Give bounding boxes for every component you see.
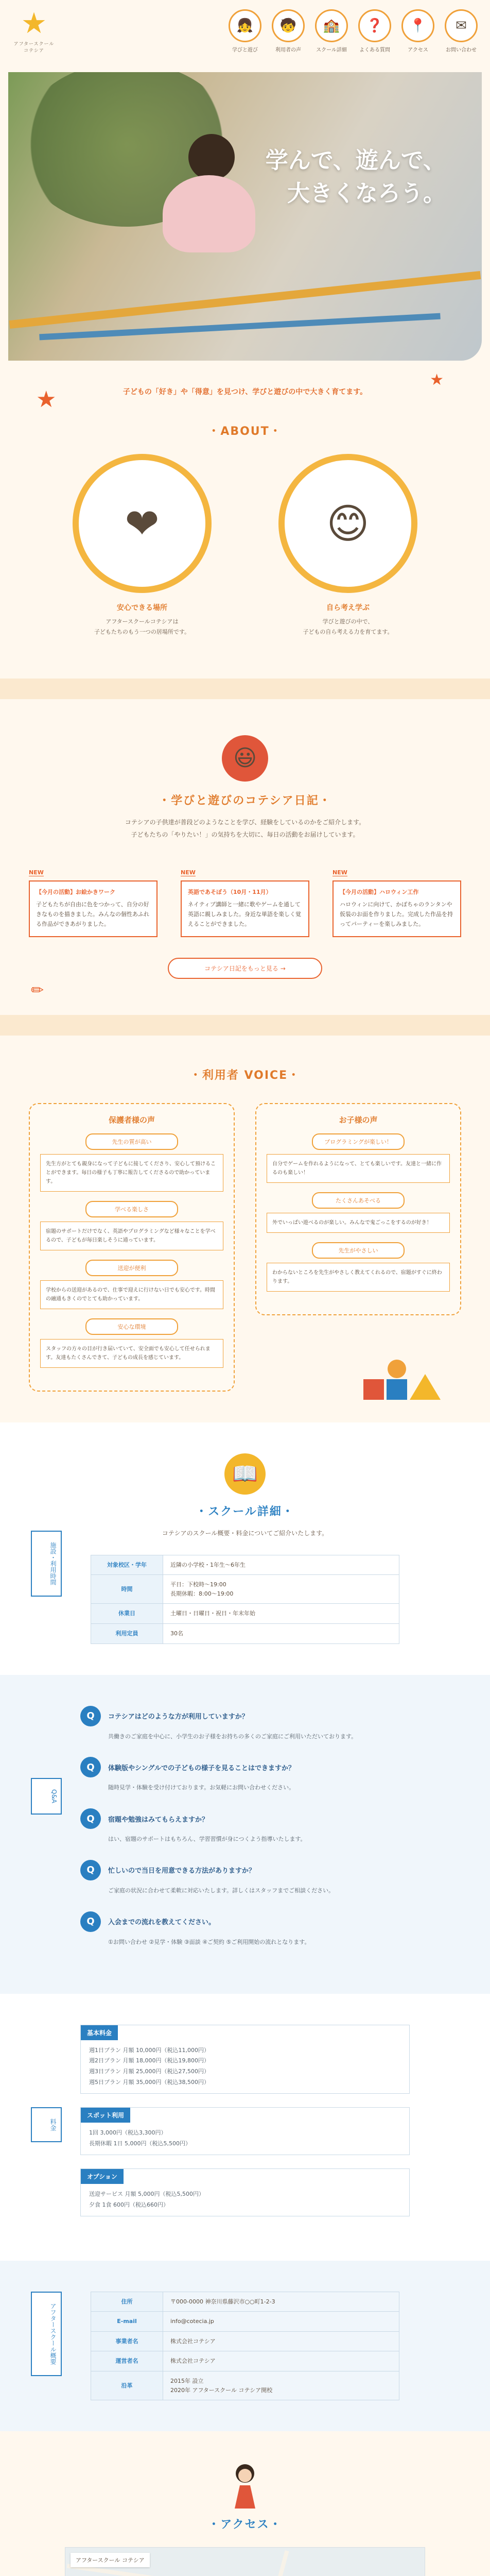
voice-item	[40, 1318, 223, 1368]
voice-item	[40, 1133, 223, 1192]
school-section	[0, 1422, 490, 1675]
hero-child-image	[142, 134, 276, 289]
table-value-cell: info@cotecia.jp	[163, 2312, 399, 2332]
site-logo[interactable]	[13, 9, 55, 54]
table-row	[91, 2331, 399, 2351]
learn-cards	[29, 867, 461, 937]
voice-text: 先生方がとても親身になって子どもに接してくださり、安心して預けることができます。毎日の様子も丁寧に報告してくださるので助かっています。	[40, 1154, 223, 1192]
table-value-cell: 2015年 設立 2020年 アフタースクール コテシア開校	[163, 2371, 399, 2400]
voice-item	[267, 1133, 450, 1183]
about-card-desc: 学びと遊びの中で、 子どもの自ら考える力を育てます。	[303, 618, 393, 635]
voice-text: わからないところを先生がやさしく教えてくれるので、宿題がすぐに終わります。	[267, 1263, 450, 1292]
new-badge: NEW	[332, 869, 347, 876]
table-header-cell: 利用定員	[91, 1623, 163, 1643]
price-box	[80, 2107, 410, 2155]
voice-text: 自分でゲームを作れるようになって、とても楽しいです。友達と一緒に作るのも楽しい！	[267, 1154, 450, 1183]
price-line: 週5日プラン 月額 35,000円（税込38,500円）	[89, 2079, 209, 2086]
nav-label: 利用者の声	[275, 47, 301, 53]
price-line: 送迎サービス 月額 5,000円（税込5,500円）	[89, 2190, 204, 2197]
voice-item	[267, 1192, 450, 1233]
faq-answer: 随時見学・体験を受け付けております。お気軽にお問い合わせください。	[108, 1784, 295, 1791]
new-badge: NEW	[29, 869, 44, 876]
table-row	[91, 1623, 399, 1643]
q-badge-icon: Q	[80, 1706, 101, 1726]
price-box-title: 基本料金	[81, 2025, 118, 2040]
diary-card[interactable]	[29, 867, 157, 937]
table-row	[91, 1604, 399, 1624]
voice-text: 学校からの送迎があるので、仕事で迎えに行けない日でも安心です。時間の融通もきくのでとても助かっています。	[40, 1280, 223, 1309]
learn-subtitle: コテシアの子供達が普段どのようなことを学び、経験をしているのかをご紹介します。 子どもたちの「やりたい！」の気持ちを大切に、毎日の活動をお届けしています。	[125, 818, 365, 838]
nav-label: アクセス	[408, 47, 428, 53]
school-title: ・スクール詳細・	[196, 1505, 294, 1518]
school-subtitle: コテシアのスクール概要・料金についてご紹介いたします。	[162, 1529, 328, 1537]
nav-illustration-icon: 🏫	[315, 9, 348, 42]
price-box	[80, 2168, 410, 2216]
smiling-children-icon: 😊	[278, 454, 417, 593]
heart-child-icon: ❤	[73, 454, 212, 593]
price-line: 週3日プラン 月額 25,000円（税込27,500円）	[89, 2068, 209, 2075]
voice-text: 外でいっぱい遊べるのが楽しい。みんなで鬼ごっこをするのが好き！	[267, 1213, 450, 1233]
nav-label: 学びと遊び	[232, 47, 258, 53]
site-header	[0, 0, 490, 72]
nav-item[interactable]	[399, 9, 436, 53]
q-badge-icon: Q	[80, 1860, 101, 1880]
table-value-cell: 土曜日・日曜日・祝日・年末年始	[163, 1604, 399, 1624]
faq-item	[80, 1706, 410, 1742]
faq-question: 体験版やシングルでの子どもの様子を見ることはできますか？	[108, 1764, 295, 1772]
nav-item[interactable]	[226, 9, 264, 53]
voice-headline: 送迎が便利	[85, 1260, 178, 1276]
info-section	[0, 2261, 490, 2432]
table-row	[91, 1575, 399, 1604]
diary-card[interactable]	[332, 867, 461, 937]
price-line: 週2日プラン 月額 18,000円（税込19,800円）	[89, 2057, 209, 2064]
info-side-label: アフタースクール概要	[31, 2292, 62, 2376]
kids-voice-title: お子様の声	[339, 1115, 378, 1125]
diary-card-text: 子どもたちが自由に色をつかって、自分の好きなものを描きました。みんなの個性あふれる作品ができあがりました。	[36, 901, 149, 927]
faq-answer: はい、宿題のサポートはもちろん、学習習慣が身につくよう指導いたします。	[108, 1836, 306, 1843]
table-header-cell: 住所	[91, 2292, 163, 2312]
intro-message: 子どもの「好き」や「得意」を見つけ、学びと遊びの中で大きく育てます。	[122, 388, 367, 396]
girl-mascot-icon	[227, 2462, 263, 2509]
price-line: 週1日プラン 月額 10,000円（税込11,000円）	[89, 2046, 209, 2054]
star-logo-icon: ★	[21, 7, 47, 40]
table-header-cell: 対象校区・学年	[91, 1555, 163, 1575]
faq-item	[80, 1757, 410, 1793]
diary-card-title: 【今月の活動】ハロウィン工作	[340, 888, 419, 895]
q-badge-icon: Q	[80, 1911, 101, 1932]
table-value-cell: 〒000-0000 神奈川県藤沢市○○町1-2-3	[163, 2292, 399, 2312]
voice-headline: 先生がやさしい	[312, 1242, 405, 1259]
price-line: 長期休暇 1日 5,000円（税込5,500円）	[89, 2140, 191, 2147]
voice-headline: プログラミングが楽しい！	[312, 1133, 405, 1150]
access-map[interactable]	[65, 2547, 425, 2576]
voice-item	[267, 1242, 450, 1292]
table-header-cell: 時間	[91, 1575, 163, 1604]
mascot-face-icon: 😃	[222, 735, 268, 782]
diary-card-text: ネイティブ講師と一緒に歌やゲームを通して英語に親しみました。身近な単語を楽しく覚えることができました。	[188, 901, 301, 927]
voice-section	[0, 1036, 490, 1422]
table-value-cell: 株式会社コテシア	[163, 2331, 399, 2351]
faq-question: 忙しいので当日を用意できる方法がありますか？	[108, 1867, 256, 1875]
table-value-cell: 30名	[163, 1623, 399, 1643]
faq-section	[0, 1675, 490, 1994]
school-side-label: 施設・利用時間	[31, 1531, 62, 1597]
about-card-caption: 安心できる場所	[117, 604, 167, 612]
table-header-cell: 休業日	[91, 1604, 163, 1624]
star-deco-icon: ★	[36, 386, 57, 413]
price-line: 1回 3,000円（税込3,300円）	[89, 2129, 167, 2137]
faq-item	[80, 1860, 410, 1896]
faq-question: 入会までの流れを教えてください。	[108, 1919, 216, 1927]
reading-child-icon: 📖	[224, 1453, 266, 1495]
table-row	[91, 2292, 399, 2312]
about-card-desc: アフタースクールコテシアは 子どもたちのもう一つの居場所です。	[94, 618, 190, 635]
nav-illustration-icon: 👧	[229, 9, 261, 42]
nav-label: スクール詳細	[316, 47, 347, 53]
nav-illustration-icon: ✉	[445, 9, 478, 42]
table-header-cell: 運営者名	[91, 2351, 163, 2371]
school-table	[91, 1555, 399, 1644]
nav-illustration-icon: 📍	[401, 9, 434, 42]
section-divider	[0, 1015, 490, 1036]
main-nav	[226, 9, 480, 53]
faq-answer: ご家庭の状況に合わせて柔軟に対応いたします。詳しくはスタッフまでご相談ください。	[108, 1887, 335, 1894]
access-section	[0, 2431, 490, 2576]
hero-copy: 学んで、遊んで、 大きくなろう。	[265, 147, 446, 207]
faq-answer: 共働きのご家庭を中心に、小学生のお子様をお持ちの多くのご家庭にご利用いただいております。	[108, 1733, 357, 1740]
price-box-title: オプション	[81, 2169, 124, 2184]
pencil-deco-icon: ✏	[31, 981, 44, 999]
info-table	[91, 2292, 399, 2401]
table-row	[91, 2351, 399, 2371]
parents-voice-title: 保護者様の声	[108, 1115, 155, 1125]
price-section	[0, 1994, 490, 2261]
new-badge: NEW	[181, 869, 196, 876]
intro-section	[0, 361, 490, 417]
table-row	[91, 1555, 399, 1575]
voice-headline: 学べる楽しさ	[85, 1201, 178, 1217]
faq-item	[80, 1808, 410, 1844]
nav-item[interactable]	[443, 9, 480, 53]
star-deco-icon: ★	[430, 371, 444, 389]
nav-label: よくある質問	[359, 47, 390, 53]
learn-section	[0, 699, 490, 1015]
diary-card[interactable]	[181, 867, 309, 937]
table-value-cell: 株式会社コテシア	[163, 2351, 399, 2371]
table-header-cell: E-mail	[91, 2312, 163, 2332]
voice-headline: たくさんあそべる	[312, 1192, 405, 1209]
price-line: 夕食 1食 600円（税込660円）	[89, 2201, 169, 2208]
section-divider	[0, 679, 490, 699]
toy-blocks-image	[363, 1359, 441, 1402]
about-card-caption: 自ら考え学ぶ	[326, 604, 370, 612]
table-header-cell: 沿革	[91, 2371, 163, 2400]
voice-text: 宿題のサポートだけでなく、英語やプログラミングなど様々なことを学べるので、子どもが毎日楽しそうに通っています。	[40, 1222, 223, 1250]
voice-item	[40, 1201, 223, 1250]
faq-question: コテシアはどのような方が利用していますか？	[108, 1713, 249, 1721]
diary-more-button[interactable]: コテシア日記をもっと見る →	[168, 958, 322, 979]
faq-question: 宿題や勉強はみてもらえますか？	[108, 1816, 209, 1824]
about-title: ・ABOUT・	[208, 425, 282, 438]
nav-illustration-icon: 🧒	[272, 9, 305, 42]
voice-headline: 先生の質が高い	[85, 1133, 178, 1150]
diary-card-text: ハロウィンに向けて、かぼちゃのランタンや仮装のお面を作りました。完成した作品を持ってパーティーを楽しみました。	[340, 901, 453, 927]
voice-title: ・利用者 VOICE・	[189, 1069, 301, 1082]
voice-headline: 安心な環境	[85, 1318, 178, 1335]
parents-voice-column	[29, 1103, 235, 1392]
table-header-cell: 事業者名	[91, 2331, 163, 2351]
faq-answer: ①お問い合わせ ②見学・体験 ③面談 ④ご契約 ⑤ご利用開始の流れとなります。	[108, 1938, 310, 1945]
access-title: ・アクセス・	[208, 2518, 282, 2532]
diary-card-title: 【今月の活動】お絵かきワーク	[36, 888, 115, 895]
table-row	[91, 2371, 399, 2400]
nav-item[interactable]	[313, 9, 350, 53]
table-row	[91, 2312, 399, 2332]
price-side-label: 料金	[31, 2107, 62, 2142]
price-box	[80, 2025, 410, 2094]
nav-label: お問い合わせ	[446, 47, 477, 53]
table-value-cell: 平日：下校時〜19:00 長期休暇：8:00〜19:00	[163, 1575, 399, 1604]
learn-title: ・学びと遊びのコテシア日記・	[159, 794, 331, 807]
about-card	[67, 454, 217, 637]
hero-section	[8, 72, 482, 361]
nav-item[interactable]	[356, 9, 393, 53]
diary-card-title: 英語であそぼう（10月・11月）	[188, 888, 272, 895]
kids-voice-column	[255, 1103, 461, 1315]
table-value-cell: 近隣の小学校・1年生〜6年生	[163, 1555, 399, 1575]
nav-illustration-icon: ❓	[358, 9, 391, 42]
faq-item	[80, 1911, 410, 1947]
price-box-title: スポット利用	[81, 2108, 130, 2123]
q-badge-icon: Q	[80, 1808, 101, 1829]
about-card	[273, 454, 423, 637]
faq-side-label: Q&A	[31, 1778, 62, 1815]
q-badge-icon: Q	[80, 1757, 101, 1777]
nav-item[interactable]	[270, 9, 307, 53]
about-section	[0, 417, 490, 679]
voice-item	[40, 1260, 223, 1309]
voice-text: スタッフの方々の目が行き届いていて、安全面でも安心して任せられます。友達もたくさんできて、子どもの成長を感じています。	[40, 1339, 223, 1368]
logo-text: アフタースクール コテシア	[13, 42, 55, 54]
map-title: アフタースクール コテシア	[71, 2553, 150, 2567]
about-cards	[0, 454, 490, 637]
